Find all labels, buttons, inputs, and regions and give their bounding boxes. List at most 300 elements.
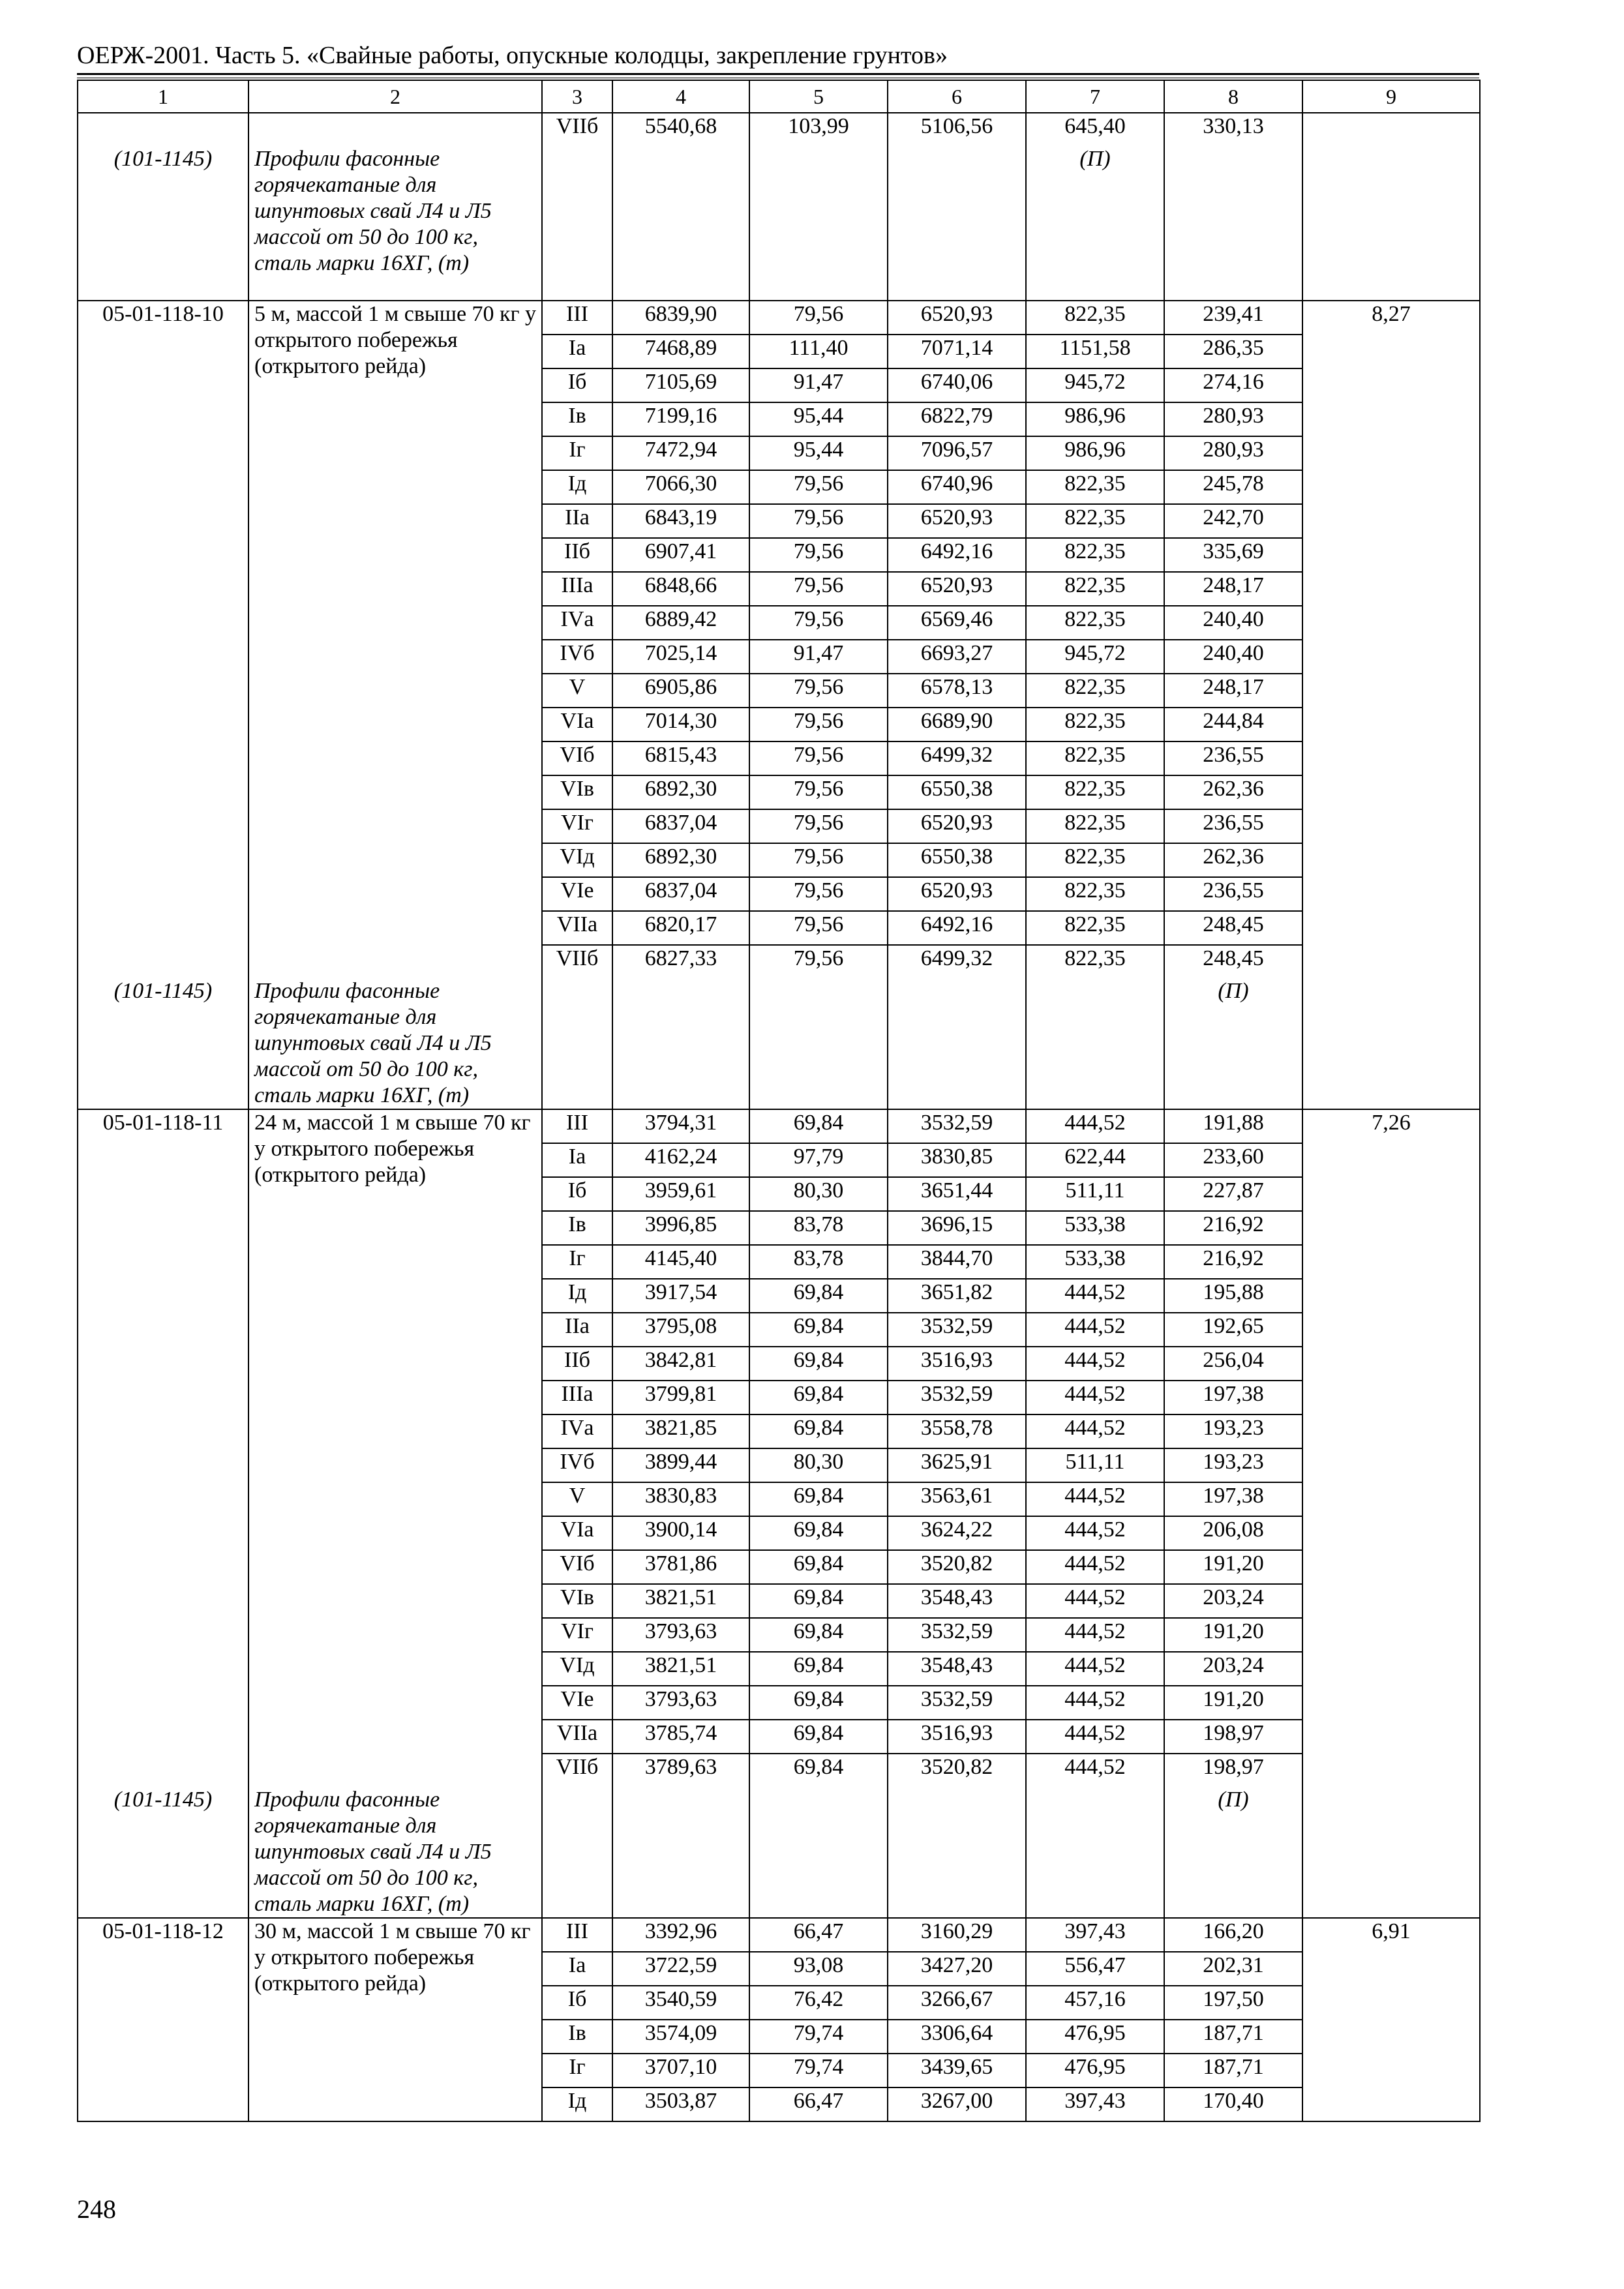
zone-cell: III	[542, 1109, 612, 1143]
value-cell: 556,47	[1026, 1952, 1164, 1986]
value-cell: 191,20	[1164, 1550, 1302, 1584]
value-cell: 66,47	[749, 2087, 888, 2121]
value-cell: 3842,81	[612, 1347, 749, 1381]
value-cell: 822,35	[1026, 877, 1164, 911]
value-cell: 97,79	[749, 1143, 888, 1177]
value-cell: 822,35	[1026, 572, 1164, 606]
empty-cell	[542, 978, 612, 1109]
value-cell: 286,35	[1164, 335, 1302, 368]
zone-cell: IIIа	[542, 1381, 612, 1414]
page-number: 248	[77, 2194, 116, 2224]
value-cell: 822,35	[1026, 911, 1164, 945]
value-cell: 227,87	[1164, 1177, 1302, 1211]
value-cell: 6822,79	[888, 402, 1026, 436]
table-row	[78, 301, 1480, 335]
zone-cell: Iг	[542, 1245, 612, 1279]
value-cell: 444,52	[1026, 1347, 1164, 1381]
value-cell: 3574,09	[612, 2020, 749, 2054]
value-cell: 191,20	[1164, 1618, 1302, 1652]
value-cell: 622,44	[1026, 1143, 1164, 1177]
zone-cell: Iд	[542, 1279, 612, 1313]
value-cell: 79,56	[749, 470, 888, 504]
value-cell: 6837,04	[612, 809, 749, 843]
item-code: 05-01-118-12	[78, 1918, 248, 2121]
value-cell: 79,56	[749, 301, 888, 335]
value-cell: 79,56	[749, 674, 888, 708]
value-cell: 3532,59	[888, 1313, 1026, 1347]
item-code: 05-01-118-10	[78, 301, 248, 978]
zone-cell: VIв	[542, 1584, 612, 1618]
value-cell: 3781,86	[612, 1550, 749, 1584]
empty-cell	[612, 146, 749, 301]
zone-cell: V	[542, 674, 612, 708]
value-cell: 6839,90	[612, 301, 749, 335]
table-body	[78, 113, 1480, 2121]
zone-cell: Iв	[542, 1211, 612, 1245]
value-cell: 6907,41	[612, 538, 749, 572]
value-cell: 476,95	[1026, 2054, 1164, 2087]
value-cell: 83,78	[749, 1211, 888, 1245]
value-cell: 3959,61	[612, 1177, 749, 1211]
value-cell: 6889,42	[612, 606, 749, 640]
value-cell: 444,52	[1026, 1482, 1164, 1516]
value-cell: 7071,14	[888, 335, 1026, 368]
value-cell: 170,40	[1164, 2087, 1302, 2121]
material-qty: (П)	[1164, 978, 1302, 1109]
value-cell: 69,84	[749, 1550, 888, 1584]
value-cell: 198,97	[1164, 1754, 1302, 1787]
value-cell: 197,38	[1164, 1482, 1302, 1516]
value-cell: 187,71	[1164, 2020, 1302, 2054]
value-cell: 3795,08	[612, 1313, 749, 1347]
value-cell: 822,35	[1026, 470, 1164, 504]
value-cell: 3427,20	[888, 1952, 1026, 1986]
labor-cell: 8,27	[1302, 301, 1480, 1109]
value-cell: 3516,93	[888, 1720, 1026, 1754]
value-cell: 3160,29	[888, 1918, 1026, 1952]
labor-cell: 7,26	[1302, 1109, 1480, 1918]
value-cell: 3899,44	[612, 1448, 749, 1482]
value-cell: 280,93	[1164, 436, 1302, 470]
value-cell: 6827,33	[612, 945, 749, 978]
zone-cell: VIб	[542, 1550, 612, 1584]
zone-cell: IVб	[542, 640, 612, 674]
empty-cell	[612, 1787, 749, 1918]
value-cell: 3548,43	[888, 1652, 1026, 1686]
value-cell: 69,84	[749, 1584, 888, 1618]
value-cell: 69,84	[749, 1686, 888, 1720]
value-cell: 3844,70	[888, 1245, 1026, 1279]
header-rule	[77, 73, 1479, 75]
zone-cell: V	[542, 1482, 612, 1516]
value-cell: 3651,44	[888, 1177, 1026, 1211]
value-cell: 3624,22	[888, 1516, 1026, 1550]
value-cell: 69,84	[749, 1381, 888, 1414]
value-cell: 3266,67	[888, 1986, 1026, 2020]
zone-cell: IVа	[542, 606, 612, 640]
zone-cell: Iв	[542, 2020, 612, 2054]
value-cell: 195,88	[1164, 1279, 1302, 1313]
value-cell: 6520,93	[888, 504, 1026, 538]
zone-cell: VIIа	[542, 1720, 612, 1754]
value-cell: 83,78	[749, 1245, 888, 1279]
item-code: 05-01-118-11	[78, 1109, 248, 1787]
value-cell: 397,43	[1026, 1918, 1164, 1952]
value-cell: 69,84	[749, 1720, 888, 1754]
rates-table	[77, 80, 1481, 2122]
value-cell: 79,56	[749, 877, 888, 911]
value-cell: 6578,13	[888, 674, 1026, 708]
zone-cell: Iб	[542, 1986, 612, 2020]
value-cell: 80,30	[749, 1177, 888, 1211]
value-cell: 822,35	[1026, 301, 1164, 335]
value-cell: 3821,85	[612, 1414, 749, 1448]
value-cell: 69,84	[749, 1754, 888, 1787]
material-qty: (П)	[1164, 1787, 1302, 1918]
value-cell: 79,56	[749, 775, 888, 809]
value-cell: 822,35	[1026, 708, 1164, 741]
value-cell: 822,35	[1026, 809, 1164, 843]
value-cell: 4145,40	[612, 1245, 749, 1279]
value-cell: 6499,32	[888, 741, 1026, 775]
value-cell: 6520,93	[888, 809, 1026, 843]
zone-cell: Iд	[542, 2087, 612, 2121]
value-cell: 69,84	[749, 1279, 888, 1313]
value-cell: 198,97	[1164, 1720, 1302, 1754]
column-header: 7	[1026, 80, 1164, 113]
value-cell: 6848,66	[612, 572, 749, 606]
value-cell: 3548,43	[888, 1584, 1026, 1618]
value-cell: 3558,78	[888, 1414, 1026, 1448]
value-cell: 6892,30	[612, 843, 749, 877]
value-cell: 69,84	[749, 1109, 888, 1143]
value-cell: 822,35	[1026, 538, 1164, 572]
value-cell: 79,56	[749, 504, 888, 538]
value-cell: 822,35	[1026, 504, 1164, 538]
zone-cell: Iа	[542, 335, 612, 368]
value-cell: 3793,63	[612, 1618, 749, 1652]
value-cell: 822,35	[1026, 741, 1164, 775]
value-cell: 206,08	[1164, 1516, 1302, 1550]
value-cell: 79,56	[749, 843, 888, 877]
zone-cell: VIа	[542, 1516, 612, 1550]
value-cell: 274,16	[1164, 368, 1302, 402]
zone-cell: IVа	[542, 1414, 612, 1448]
value-cell: 6492,16	[888, 538, 1026, 572]
empty-cell	[749, 1787, 888, 1918]
column-header: 8	[1164, 80, 1302, 113]
empty-cell	[542, 1787, 612, 1918]
value-cell: 193,23	[1164, 1414, 1302, 1448]
column-header: 9	[1302, 80, 1480, 113]
value-cell: 236,55	[1164, 809, 1302, 843]
value-cell: 166,20	[1164, 1918, 1302, 1952]
zone-cell: Iа	[542, 1143, 612, 1177]
value-cell: 239,41	[1164, 301, 1302, 335]
value-cell: 444,52	[1026, 1584, 1164, 1618]
value-cell: 203,24	[1164, 1584, 1302, 1618]
empty-cell	[888, 978, 1026, 1109]
column-header: 4	[612, 80, 749, 113]
material-description: Профили фасонные горячекатаные для шпунтовых свай Л4 и Л5 массой от 50 до 100 кг, сталь марки 16ХГ, (т)	[248, 978, 542, 1109]
value-cell: 69,84	[749, 1652, 888, 1686]
value-cell: 6820,17	[612, 911, 749, 945]
zone-cell: VIIб	[542, 1754, 612, 1787]
value-cell: 5106,56	[888, 113, 1026, 146]
value-cell: 244,84	[1164, 708, 1302, 741]
value-cell: 7199,16	[612, 402, 749, 436]
material-description: Профили фасонные горячекатаные для шпунтовых свай Л4 и Л5 массой от 50 до 100 кг, сталь марки 16ХГ, (т)	[248, 1787, 542, 1918]
value-cell: 262,36	[1164, 775, 1302, 809]
value-cell: 93,08	[749, 1952, 888, 1986]
value-cell: 444,52	[1026, 1720, 1164, 1754]
empty-cell	[612, 978, 749, 1109]
zone-cell: Iв	[542, 402, 612, 436]
value-cell: 533,38	[1026, 1211, 1164, 1245]
value-cell: 3830,83	[612, 1482, 749, 1516]
table-row	[78, 978, 1480, 1109]
zone-cell: Iг	[542, 436, 612, 470]
value-cell: 7014,30	[612, 708, 749, 741]
code-cell: (101-1145)	[78, 113, 248, 301]
value-cell: 191,88	[1164, 1109, 1302, 1143]
zone-cell: VIа	[542, 708, 612, 741]
value-cell: 91,47	[749, 368, 888, 402]
value-cell: 69,84	[749, 1414, 888, 1448]
value-cell: 444,52	[1026, 1109, 1164, 1143]
column-header: 2	[248, 80, 542, 113]
value-cell: 95,44	[749, 402, 888, 436]
value-cell: 245,78	[1164, 470, 1302, 504]
value-cell: 1151,58	[1026, 335, 1164, 368]
value-cell: 3503,87	[612, 2087, 749, 2121]
value-cell: 91,47	[749, 640, 888, 674]
item-description: 24 м, массой 1 м свыше 70 кг у открытого побережья (открытого рейда)	[248, 1109, 542, 1787]
value-cell: 444,52	[1026, 1279, 1164, 1313]
value-cell: 822,35	[1026, 674, 1164, 708]
value-cell: 3799,81	[612, 1381, 749, 1414]
value-cell: 6520,93	[888, 572, 1026, 606]
zone-cell: Iд	[542, 470, 612, 504]
value-cell: 986,96	[1026, 436, 1164, 470]
zone-cell: VIIб	[542, 945, 612, 978]
value-cell: 95,44	[749, 436, 888, 470]
zone-cell: VIд	[542, 843, 612, 877]
labor-cell: 6,91	[1302, 1918, 1480, 2121]
value-cell: 3540,59	[612, 1986, 749, 2020]
page-header: ОЕРЖ-2001. Часть 5. «Свайные работы, опускные колодцы, закрепление грунтов»	[77, 42, 948, 69]
zone-cell: VIб	[542, 741, 612, 775]
value-cell: 6815,43	[612, 741, 749, 775]
value-cell: 476,95	[1026, 2020, 1164, 2054]
value-cell: 822,35	[1026, 843, 1164, 877]
value-cell: 444,52	[1026, 1381, 1164, 1414]
value-cell: 6689,90	[888, 708, 1026, 741]
material-qty: (П)	[1026, 146, 1164, 301]
value-cell: 5540,68	[612, 113, 749, 146]
material-code: (101-1145)	[78, 978, 248, 1109]
labor-cell	[1302, 113, 1480, 301]
zone-cell: Iб	[542, 1177, 612, 1211]
empty-cell	[1026, 978, 1164, 1109]
value-cell: 242,70	[1164, 504, 1302, 538]
value-cell: 6693,27	[888, 640, 1026, 674]
value-cell: 202,31	[1164, 1952, 1302, 1986]
value-cell: 3520,82	[888, 1754, 1026, 1787]
zone-cell: VIIб	[542, 113, 612, 146]
value-cell: 76,42	[749, 1986, 888, 2020]
zone-cell: VIг	[542, 1618, 612, 1652]
value-cell: 3793,63	[612, 1686, 749, 1720]
value-cell: 216,92	[1164, 1245, 1302, 1279]
table-row	[78, 113, 1480, 146]
empty-cell	[749, 146, 888, 301]
value-cell: 3625,91	[888, 1448, 1026, 1482]
empty-cell	[749, 978, 888, 1109]
zone-cell: VIе	[542, 1686, 612, 1720]
value-cell: 330,13	[1164, 113, 1302, 146]
value-cell: 6740,96	[888, 470, 1026, 504]
value-cell: 69,84	[749, 1313, 888, 1347]
table-row	[78, 1787, 1480, 1918]
value-cell: 3789,63	[612, 1754, 749, 1787]
value-cell: 103,99	[749, 113, 888, 146]
value-cell: 79,56	[749, 538, 888, 572]
value-cell: 397,43	[1026, 2087, 1164, 2121]
value-cell: 511,11	[1026, 1448, 1164, 1482]
value-cell: 240,40	[1164, 640, 1302, 674]
value-cell: 69,84	[749, 1347, 888, 1381]
value-cell: 6492,16	[888, 911, 1026, 945]
value-cell: 444,52	[1026, 1652, 1164, 1686]
value-cell: 3520,82	[888, 1550, 1026, 1584]
value-cell: 3794,31	[612, 1109, 749, 1143]
value-cell: 7096,57	[888, 436, 1026, 470]
column-header: 3	[542, 80, 612, 113]
empty-cell	[1026, 1787, 1164, 1918]
value-cell: 79,56	[749, 911, 888, 945]
table-row	[78, 1918, 1480, 1952]
value-cell: 511,11	[1026, 1177, 1164, 1211]
zone-cell: IIа	[542, 504, 612, 538]
value-cell: 192,65	[1164, 1313, 1302, 1347]
value-cell: 79,74	[749, 2020, 888, 2054]
value-cell: 6843,19	[612, 504, 749, 538]
value-cell: 6837,04	[612, 877, 749, 911]
value-cell: 197,38	[1164, 1381, 1302, 1414]
value-cell: 945,72	[1026, 368, 1164, 402]
zone-cell: IIб	[542, 538, 612, 572]
material-code: (101-1145)	[78, 1787, 248, 1918]
value-cell: 3563,61	[888, 1482, 1026, 1516]
value-cell: 3532,59	[888, 1686, 1026, 1720]
zone-cell: VIд	[542, 1652, 612, 1686]
value-cell: 248,45	[1164, 911, 1302, 945]
value-cell: 3392,96	[612, 1918, 749, 1952]
zone-cell: IVб	[542, 1448, 612, 1482]
value-cell: 335,69	[1164, 538, 1302, 572]
value-cell: 3439,65	[888, 2054, 1026, 2087]
value-cell: 6905,86	[612, 674, 749, 708]
value-cell: 193,23	[1164, 1448, 1302, 1482]
value-cell: 248,17	[1164, 572, 1302, 606]
zone-cell: Iа	[542, 1952, 612, 1986]
value-cell: 3267,00	[888, 2087, 1026, 2121]
value-cell: 444,52	[1026, 1516, 1164, 1550]
value-cell: 262,36	[1164, 843, 1302, 877]
value-cell: 822,35	[1026, 775, 1164, 809]
value-cell: 444,52	[1026, 1550, 1164, 1584]
value-cell: 79,56	[749, 809, 888, 843]
zone-cell: IIа	[542, 1313, 612, 1347]
value-cell: 79,56	[749, 741, 888, 775]
description-cell: Профили фасонные горячекатаные для шпунтовых свай Л4 и Л5 массой от 50 до 100 кг, сталь марки 16ХГ, (т)	[248, 113, 542, 301]
value-cell: 79,56	[749, 606, 888, 640]
value-cell: 3830,85	[888, 1143, 1026, 1177]
column-header: 6	[888, 80, 1026, 113]
value-cell: 6520,93	[888, 301, 1026, 335]
value-cell: 822,35	[1026, 606, 1164, 640]
empty-cell	[542, 146, 612, 301]
value-cell: 533,38	[1026, 1245, 1164, 1279]
value-cell: 216,92	[1164, 1211, 1302, 1245]
value-cell: 3516,93	[888, 1347, 1026, 1381]
value-cell: 280,93	[1164, 402, 1302, 436]
value-cell: 444,52	[1026, 1686, 1164, 1720]
zone-cell: Iг	[542, 2054, 612, 2087]
value-cell: 79,56	[749, 945, 888, 978]
column-header: 1	[78, 80, 248, 113]
zone-cell: IIб	[542, 1347, 612, 1381]
zone-cell: VIе	[542, 877, 612, 911]
value-cell: 111,40	[749, 335, 888, 368]
value-cell: 3996,85	[612, 1211, 749, 1245]
empty-cell	[888, 146, 1026, 301]
value-cell: 248,17	[1164, 674, 1302, 708]
value-cell: 3696,15	[888, 1211, 1026, 1245]
value-cell: 986,96	[1026, 402, 1164, 436]
value-cell: 444,52	[1026, 1414, 1164, 1448]
value-cell: 79,56	[749, 572, 888, 606]
value-cell: 7472,94	[612, 436, 749, 470]
value-cell: 3722,59	[612, 1952, 749, 1986]
value-cell: 69,84	[749, 1516, 888, 1550]
item-description: 30 м, массой 1 м свыше 70 кг у открытого побережья (открытого рейда)	[248, 1918, 542, 2121]
value-cell: 457,16	[1026, 1986, 1164, 2020]
value-cell: 3917,54	[612, 1279, 749, 1313]
value-cell: 6499,32	[888, 945, 1026, 978]
value-cell: 7025,14	[612, 640, 749, 674]
value-cell: 191,20	[1164, 1686, 1302, 1720]
value-cell: 66,47	[749, 1918, 888, 1952]
zone-cell: VIв	[542, 775, 612, 809]
value-cell: 7468,89	[612, 335, 749, 368]
value-cell: 7066,30	[612, 470, 749, 504]
value-cell: 187,71	[1164, 2054, 1302, 2087]
value-cell: 3306,64	[888, 2020, 1026, 2054]
value-cell: 6520,93	[888, 877, 1026, 911]
value-cell: 444,52	[1026, 1754, 1164, 1787]
value-cell: 3785,74	[612, 1720, 749, 1754]
empty-cell	[888, 1787, 1026, 1918]
value-cell: 3651,82	[888, 1279, 1026, 1313]
value-cell: 69,84	[749, 1482, 888, 1516]
value-cell: 236,55	[1164, 877, 1302, 911]
value-cell: 236,55	[1164, 741, 1302, 775]
value-cell: 3532,59	[888, 1618, 1026, 1652]
value-cell: 6740,06	[888, 368, 1026, 402]
value-cell: 645,40	[1026, 113, 1164, 146]
